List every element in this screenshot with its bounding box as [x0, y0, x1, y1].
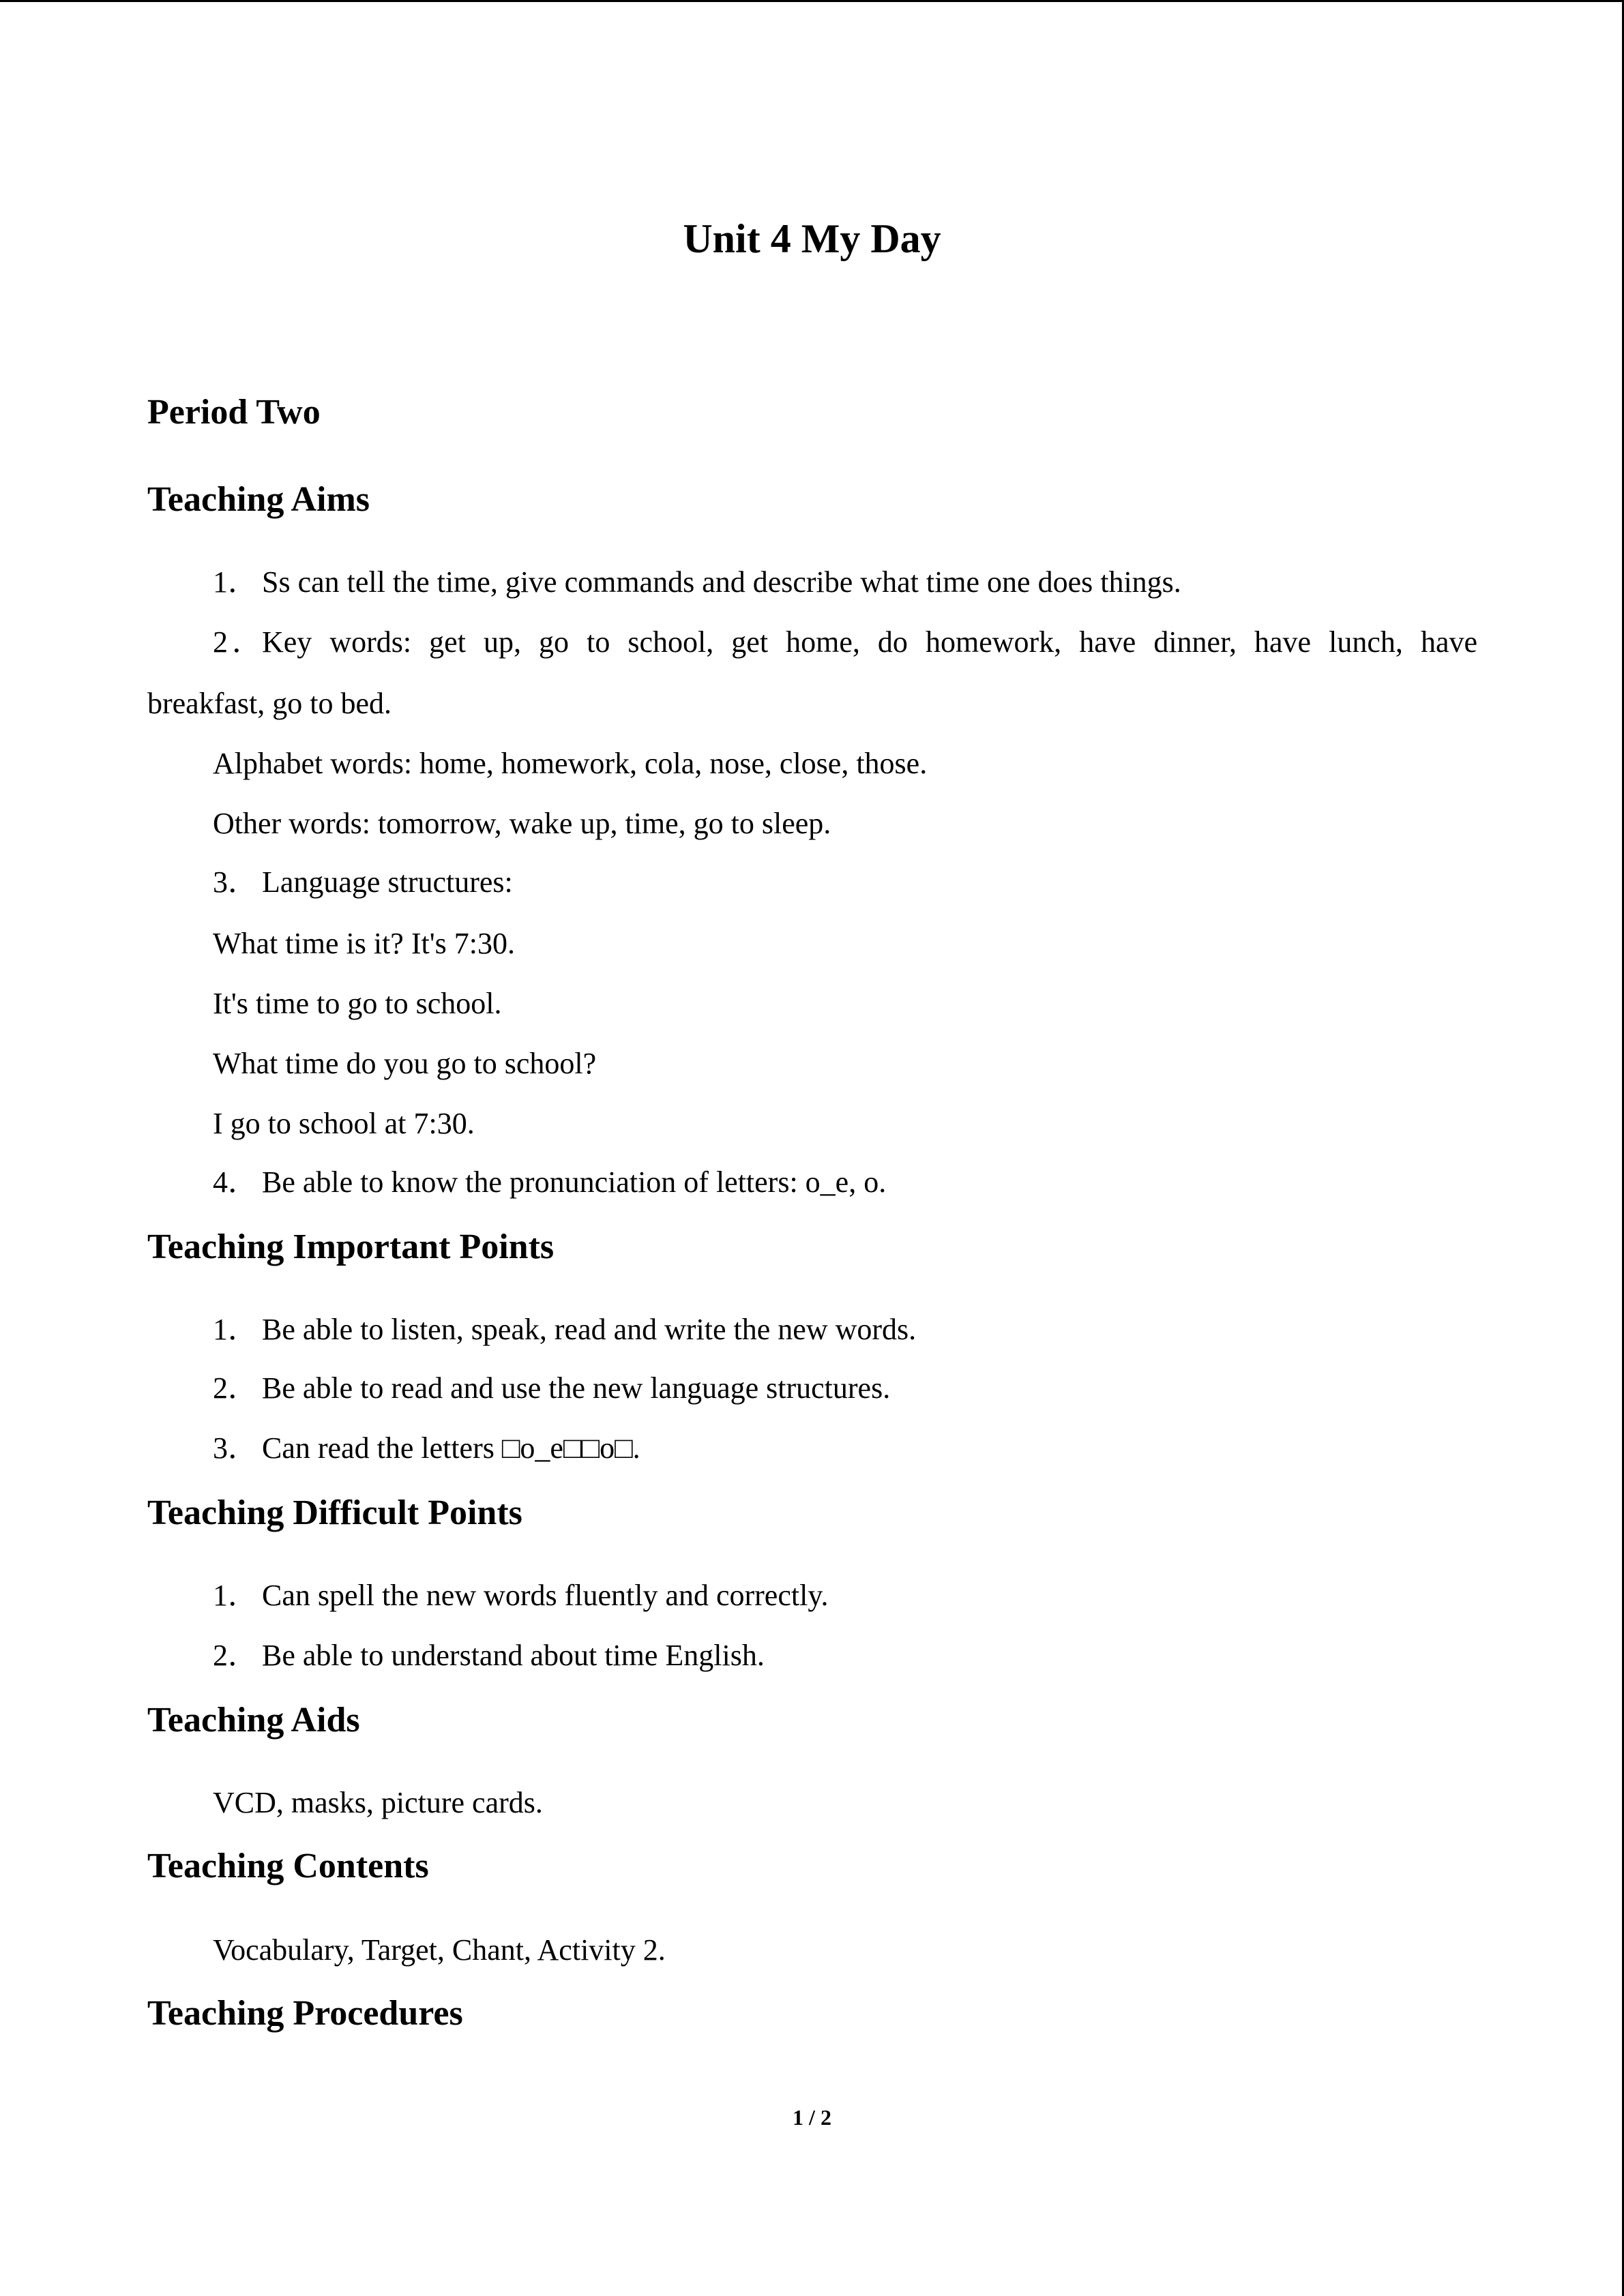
aims-item-4-text: Be able to know the pronunciation of letters: o_e, o.: [262, 1165, 887, 1199]
important-item-number: 2．: [213, 1371, 258, 1405]
difficult-item-text: Be able to understand about time English.: [262, 1639, 765, 1672]
important-item-number: 1．: [213, 1313, 258, 1346]
difficult-item-number: 2．: [213, 1639, 258, 1672]
teaching-procedures-heading: Teaching Procedures: [147, 1994, 463, 2033]
structure-line: It's time to go to school.: [213, 987, 502, 1020]
teaching-aids-text: VCD, masks, picture cards.: [213, 1786, 543, 1819]
teaching-contents-text: Vocabulary, Target, Chant, Activity 2.: [213, 1933, 666, 1967]
aims-item-4: [213, 1162, 886, 1203]
aims-item-2-line-2: breakfast, go to bed.: [147, 687, 392, 720]
aims-item-1-text: Ss can tell the time, give commands and describe what time one does things.: [262, 565, 1181, 599]
structure-line: What time do you go to school?: [213, 1047, 597, 1080]
aims-item-3-text: Language structures:: [262, 865, 513, 899]
aims-item-2-number: 2．: [213, 625, 262, 659]
important-item-text: Be able to listen, speak, read and write the new words.: [262, 1313, 917, 1346]
teaching-aids-heading: Teaching Aids: [147, 1701, 360, 1740]
important-item-number: 3．: [213, 1431, 258, 1465]
aims-item-4-number: 4．: [213, 1165, 258, 1199]
period-heading: Period Two: [147, 393, 321, 432]
important-points-heading: Teaching Important Points: [147, 1227, 555, 1266]
difficult-item: [213, 1635, 765, 1676]
difficult-item-number: 1．: [213, 1579, 258, 1612]
important-item: [213, 1368, 890, 1409]
structure-line: What time is it? It's 7:30.: [213, 927, 515, 960]
aims-item-1: [213, 562, 1181, 603]
teaching-contents-heading: Teaching Contents: [147, 1847, 429, 1885]
other-words: Other words: tomorrow, wake up, time, go to sleep.: [213, 807, 831, 840]
page-top-border: [0, 0, 1624, 2]
aims-item-1-number: 1．: [213, 565, 258, 599]
important-item-text: Be able to read and use the new language structures.: [262, 1371, 891, 1405]
aims-item-2-line-1: [213, 622, 1477, 663]
important-item: [213, 1309, 916, 1350]
alphabet-words: Alphabet words: home, homework, cola, nose, close, those.: [213, 747, 928, 780]
difficult-item: [213, 1575, 828, 1616]
difficult-item-text: Can spell the new words fluently and correctly.: [262, 1579, 829, 1612]
difficult-points-heading: Teaching Difficult Points: [147, 1493, 522, 1532]
teaching-aims-heading: Teaching Aims: [147, 480, 370, 519]
document-title: Unit 4 My Day: [683, 216, 941, 261]
structure-line: I go to school at 7:30.: [213, 1107, 475, 1140]
important-item-text: Can read the letters □o_e□□o□.: [262, 1431, 640, 1465]
aims-item-3: [213, 862, 513, 903]
important-item: [213, 1428, 640, 1469]
page-number: 1 / 2: [793, 2105, 831, 2130]
aims-item-3-number: 3．: [213, 865, 258, 899]
aims-item-2-text: Key words: get up, go to school, get home, do homework, have dinner, have lunch, have: [262, 625, 1477, 659]
